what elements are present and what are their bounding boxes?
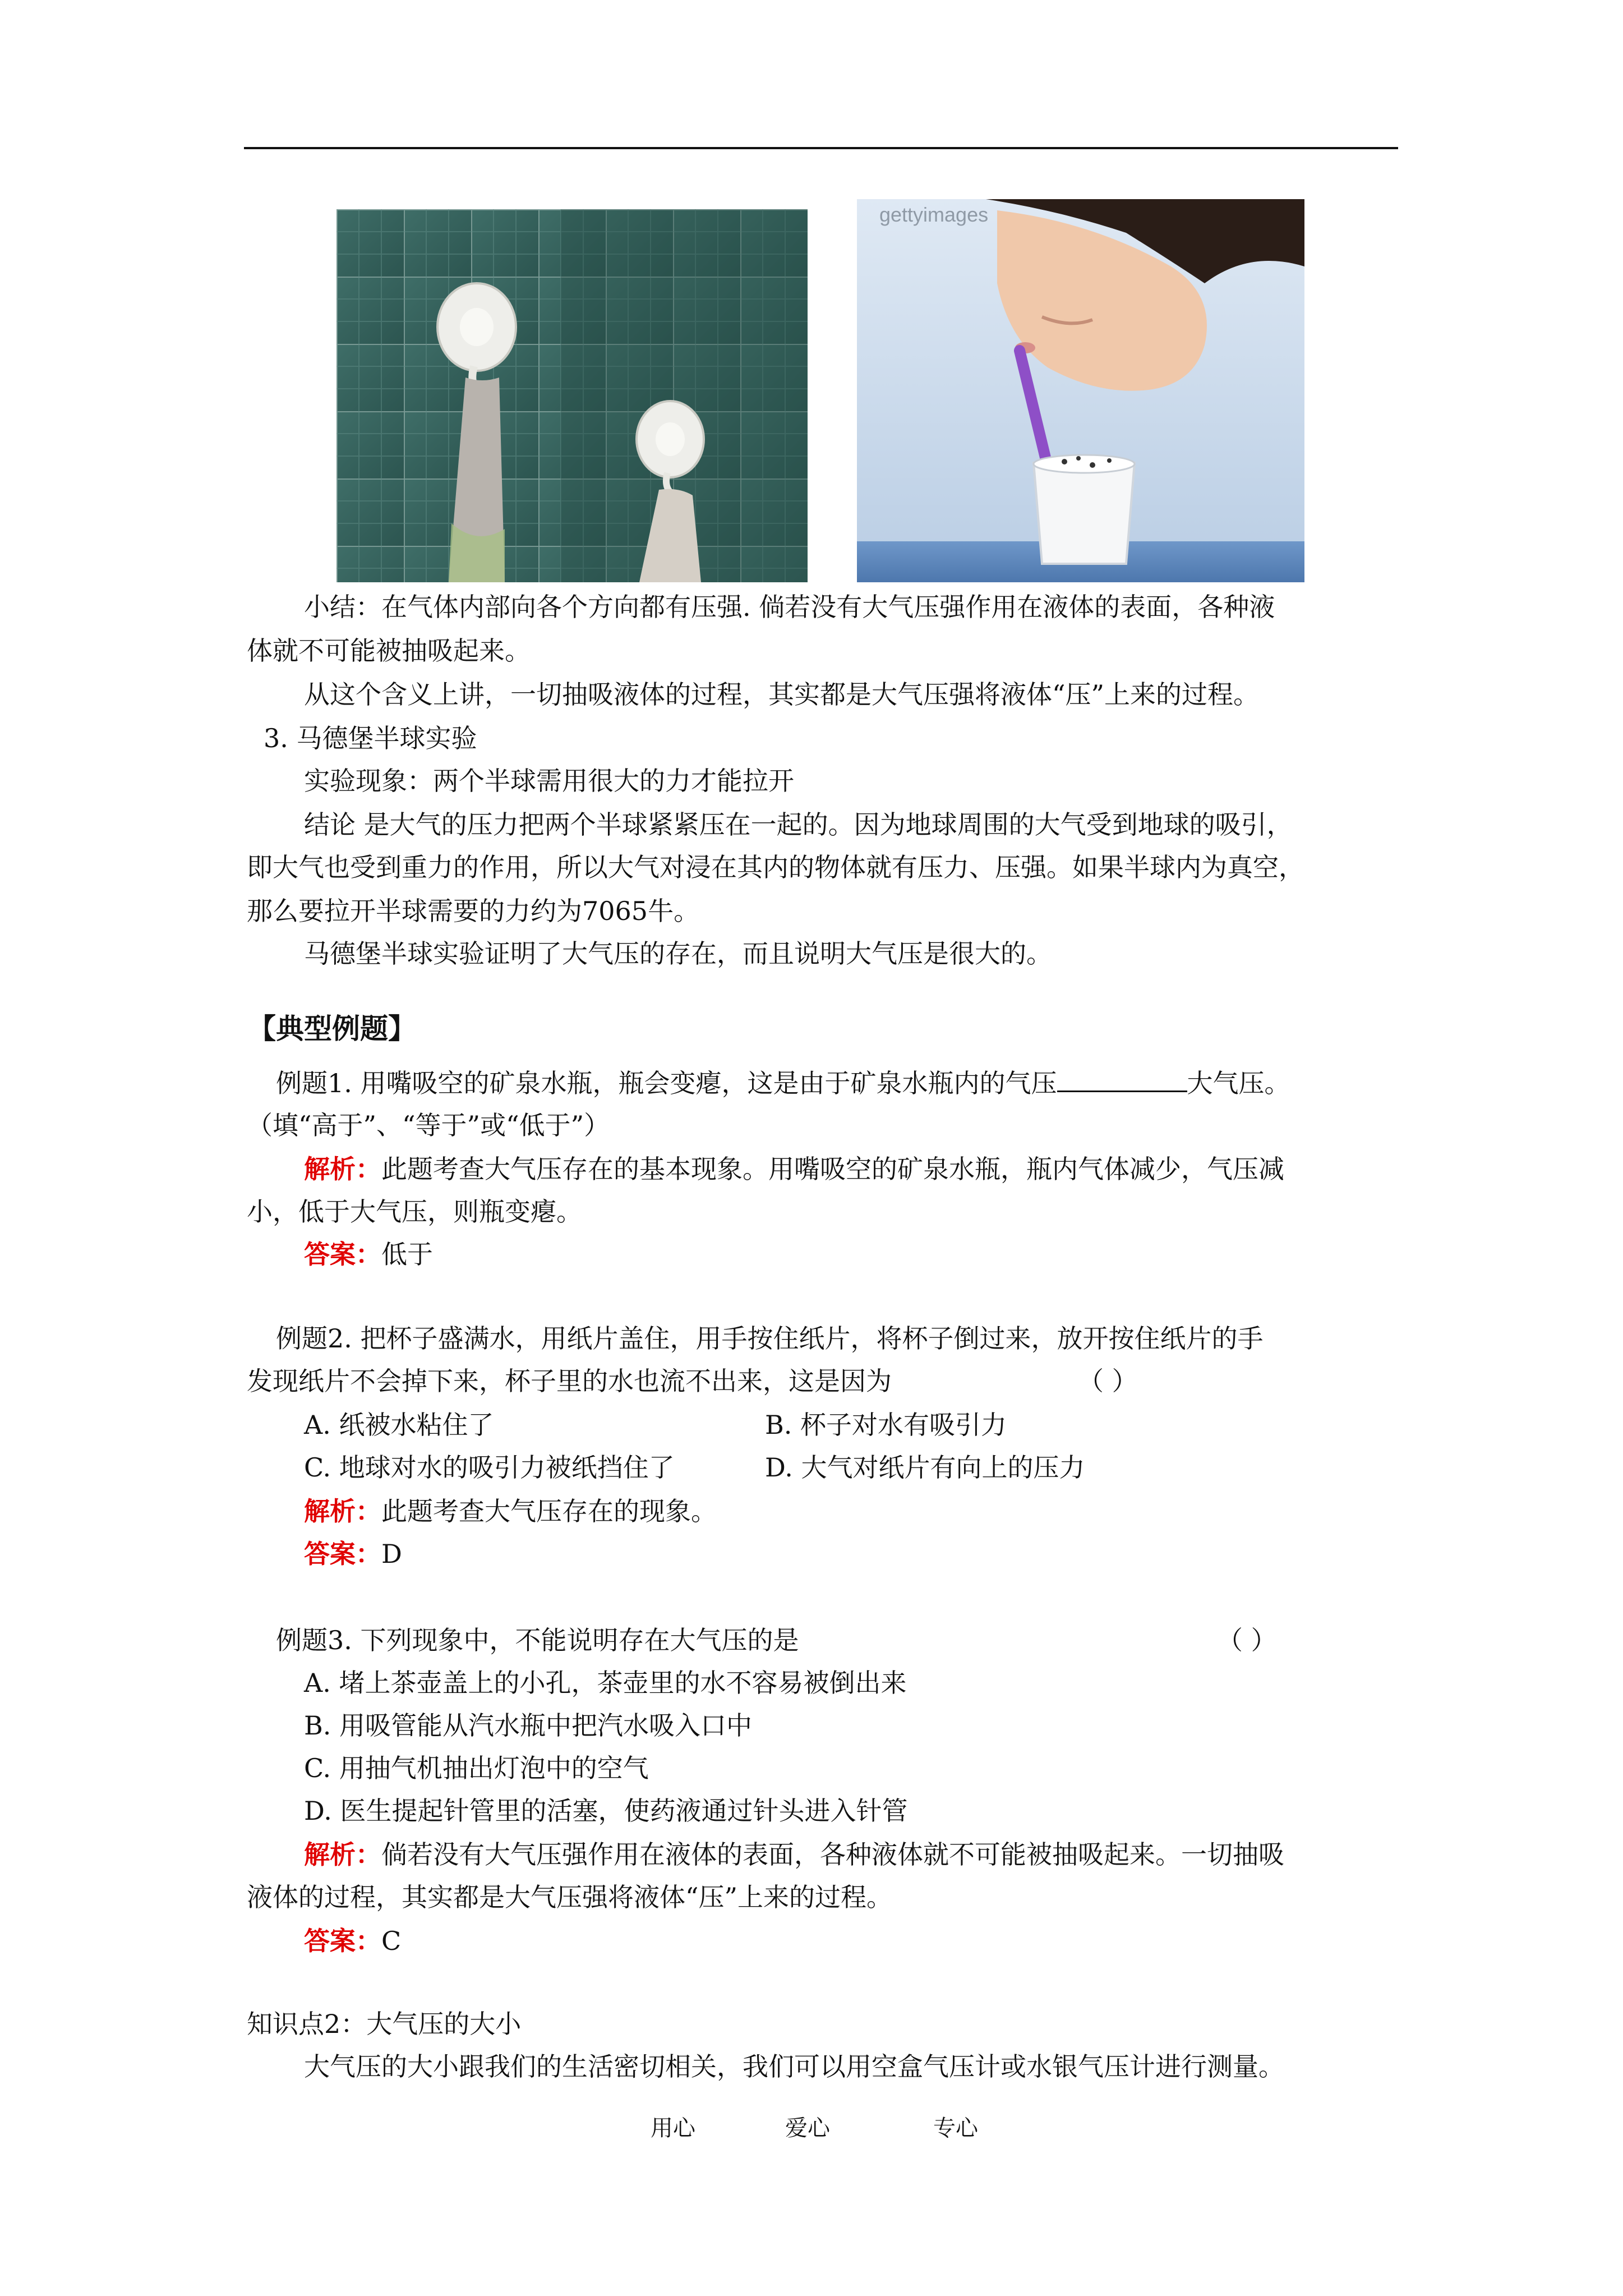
experiment-proof: 马德堡半球实验证明了大气压的存在，而且说明大气压是很大的。 (304, 938, 1052, 969)
example-2-option-a: A. 纸被水粘住了 (304, 1410, 494, 1440)
example-3-question: 例题3. 下列现象中，不能说明存在大气压的是 (276, 1625, 799, 1655)
example-2-analysis (304, 1494, 717, 1528)
example-3-analysis-text: 倘若没有大气压强作用在液体的表面，各种液体就不可能被抽吸起来。一切抽吸 (381, 1839, 1284, 1870)
example-1-fill-hint: （填“高于”、“等于”或“低于”） (247, 1110, 610, 1140)
example-2-analysis-text: 此题考查大气压存在的现象。 (381, 1496, 717, 1526)
conclusion-line-3: 那么要拉开半球需要的力约为7065牛。 (247, 896, 700, 926)
answer-blank (1057, 1066, 1187, 1092)
analysis-label: 解析： (304, 1839, 381, 1870)
example-3-option-c: C. 用抽气机抽出灯泡中的空气 (304, 1753, 649, 1783)
summary-line-3: 从这个含义上讲，一切抽吸液体的过程，其实都是大气压强将液体“压”上来的过程。 (304, 679, 1260, 710)
example-3-answer (304, 1924, 401, 1958)
knowledge-point-2-text: 大气压的大小跟我们的生活密切相关，我们可以用空盒气压计或水银气压计进行测量。 (304, 2051, 1284, 2082)
analysis-label: 解析： (304, 1496, 381, 1526)
conclusion-line-2: 即大气也受到重力的作用，所以大气对浸在其内的物体就有压力、压强。如果半球内为真空， (247, 852, 1304, 882)
answer-label: 答案： (304, 1926, 381, 1956)
knowledge-point-2-title: 知识点2：大气压的大小 (247, 2009, 522, 2039)
examples-heading: 【典型例题】 (248, 1012, 416, 1045)
example-1-analysis (304, 1152, 1284, 1186)
footer-word-1: 用心 (651, 2115, 695, 2141)
example-3-analysis-cont: 液体的过程，其实都是大气压强将液体“压”上来的过程。 (247, 1882, 893, 1912)
answer-label: 答案： (304, 1539, 381, 1569)
footer-word-3: 专心 (933, 2115, 978, 2141)
example-2-answer-paren: （ ） (1078, 1366, 1138, 1396)
example-3-option-b: B. 用吸管能从汽水瓶中把汽水吸入口中 (304, 1710, 753, 1741)
example-3-answer-paren: （ ） (1217, 1625, 1277, 1655)
answer-label: 答案： (304, 1239, 381, 1269)
example-1-question-b: 大气压。 (1187, 1068, 1290, 1098)
example-2-answer (304, 1537, 402, 1571)
suction-hooks-photo (336, 209, 808, 582)
experiment-phenomenon: 实验现象：两个半球需用很大的力才能拉开 (304, 766, 794, 796)
section-3-title: 3. 马德堡半球实验 (264, 723, 477, 753)
example-2-question-1: 例题2. 把杯子盛满水，用纸片盖住，用手按住纸片，将杯子倒过来，放开按住纸片的手 (276, 1323, 1264, 1354)
example-3-analysis (304, 1838, 1284, 1871)
header-rule (244, 147, 1398, 149)
example-2-answer-text: D (381, 1539, 402, 1569)
example-1-question (276, 1066, 1290, 1100)
example-3-option-d: D. 医生提起针管里的活塞，使药液通过针头进入针管 (304, 1796, 908, 1826)
example-1-analysis-text: 此题考查大气压存在的基本现象。用嘴吸空的矿泉水瓶，瓶内气体减少，气压减 (381, 1154, 1284, 1184)
conclusion-line-1: 结论 是大气的压力把两个半球紧紧压在一起的。因为地球周围的大气受到地球的吸引， (304, 809, 1293, 840)
example-3-answer-text: C (381, 1926, 402, 1956)
summary-line-2: 体就不可能被抽吸起来。 (247, 636, 531, 666)
drinking-straw-photo (857, 199, 1304, 582)
example-1-answer (304, 1237, 433, 1271)
example-2-option-d: D. 大气对纸片有向上的压力 (765, 1452, 1085, 1483)
example-1-answer-text: 低于 (381, 1239, 433, 1269)
example-1-analysis-cont: 小，低于大气压，则瓶变瘪。 (247, 1197, 582, 1227)
example-1-question-a: 例题1. 用嘴吸空的矿泉水瓶，瓶会变瘪，这是由于矿泉水瓶内的气压 (276, 1068, 1057, 1098)
summary-line-1: 小结：在气体内部向各个方向都有压强. 倘若没有大气压强作用在液体的表面，各种液 (304, 592, 1275, 622)
example-3-option-a: A. 堵上茶壶盖上的小孔，茶壶里的水不容易被倒出来 (304, 1668, 907, 1698)
footer-word-2: 爱心 (785, 2115, 830, 2141)
example-2-option-b: B. 杯子对水有吸引力 (765, 1410, 1007, 1440)
gettyimages-watermark: gettyimages (879, 203, 989, 226)
example-2-question-2: 发现纸片不会掉下来，杯子里的水也流不出来，这是因为 (247, 1366, 892, 1396)
example-2-option-c: C. 地球对水的吸引力被纸挡住了 (304, 1452, 675, 1483)
analysis-label: 解析： (304, 1154, 381, 1184)
